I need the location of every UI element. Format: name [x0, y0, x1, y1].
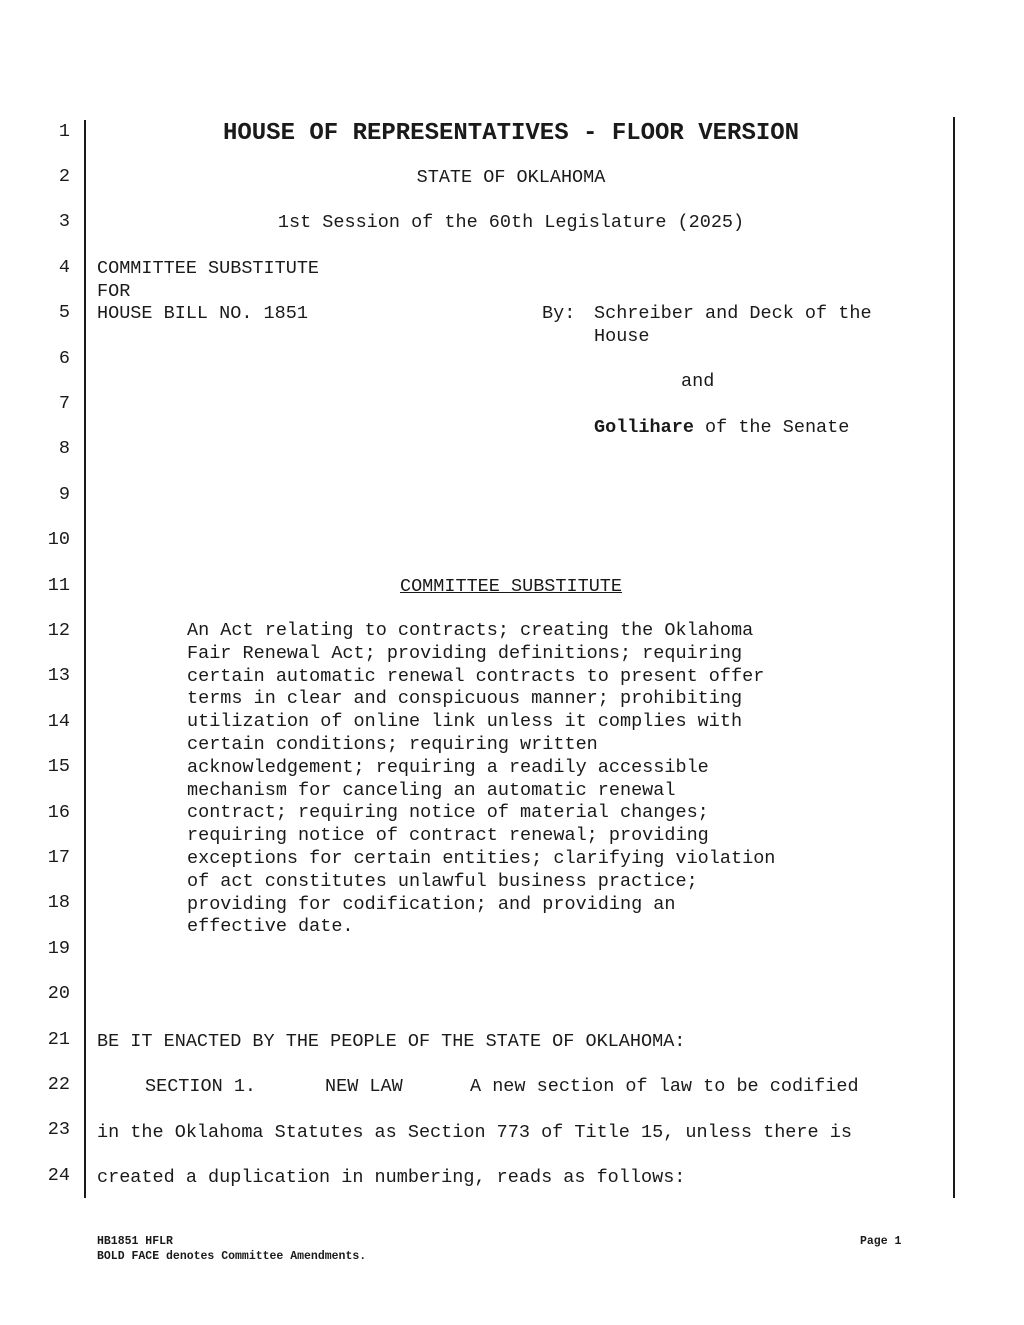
line-number: 18 [47, 892, 70, 913]
session-line: 1st Session of the 60th Legislature (2025) [277, 212, 745, 233]
and-connector: and [681, 371, 715, 392]
committee-heading [96, 576, 926, 597]
house-authors: Schreiber and Deck of the [594, 303, 872, 324]
abstract-line: utilization of online link unless it complies with [187, 711, 743, 733]
line-number: 11 [47, 575, 70, 596]
bill-abstract [187, 620, 907, 939]
abstract-line: acknowledgement; requiring a readily accessible [187, 756, 709, 778]
document-title: HOUSE OF REPRESENTATIVES - FLOOR VERSION [222, 120, 800, 147]
abstract-line: of act constitutes unlawful business practice; [187, 870, 698, 892]
line-number: 20 [47, 983, 70, 1004]
line-number: 21 [47, 1029, 70, 1050]
line-number: 10 [47, 529, 70, 550]
abstract-line: terms in clear and conspicuous manner; prohibiting [187, 688, 743, 710]
enacting-clause: BE IT ENACTED BY THE PEOPLE OF THE STATE OF OKLAHOMA: [97, 1031, 686, 1052]
line-number: 3 [58, 211, 70, 232]
section-text-line3: created a duplication in numbering, reads as follows: [97, 1167, 686, 1188]
line-number: 9 [58, 484, 70, 505]
section-number: SECTION 1. [145, 1076, 257, 1097]
line-number: 17 [47, 847, 70, 868]
line-number: 5 [58, 302, 70, 323]
footer-note: BOLD FACE denotes Committee Amendments. [97, 1250, 367, 1263]
state-name: STATE OF OKLAHOMA [416, 167, 606, 188]
line-number: 15 [47, 756, 70, 777]
right-margin-rule [953, 117, 955, 1198]
line-number: 19 [47, 938, 70, 959]
bill-number: HOUSE BILL NO. 1851 [97, 303, 308, 324]
line-number: 4 [58, 257, 70, 278]
line-number: 12 [47, 620, 70, 641]
line-number: 2 [58, 166, 70, 187]
abstract-line: contract; requiring notice of material changes; [187, 802, 709, 824]
line-number: 8 [58, 438, 70, 459]
section-text-line1: A new section of law to be codified [470, 1076, 859, 1097]
footer-bill-code: HB1851 HFLR [97, 1235, 173, 1248]
line-number: 16 [47, 802, 70, 823]
house-authors-line2: House [594, 326, 650, 347]
senate-author: Gollihare [594, 417, 694, 438]
senate-author-line [594, 417, 849, 438]
abstract-line: certain automatic renewal contracts to present offer [187, 665, 765, 687]
abstract-line: An Act relating to contracts; creating the Oklahoma [187, 620, 754, 641]
by-label: By: [542, 303, 576, 324]
line-number: 22 [47, 1074, 70, 1095]
line-number: 13 [47, 665, 70, 686]
abstract-line: certain conditions; requiring written [187, 733, 598, 755]
line-number: 1 [58, 121, 70, 142]
line-number: 6 [58, 348, 70, 369]
line-number: 24 [47, 1165, 70, 1186]
committee-heading-text: COMMITTEE SUBSTITUTE [399, 576, 623, 597]
section-type: NEW LAW [325, 1076, 403, 1097]
left-margin-rule [84, 120, 86, 1198]
bill-label-line2: FOR [97, 281, 131, 302]
footer-page-number: Page 1 [860, 1235, 902, 1248]
line-number: 7 [58, 393, 70, 414]
senate-suffix: of the Senate [693, 417, 850, 438]
bill-label-line1: COMMITTEE SUBSTITUTE [97, 258, 320, 279]
abstract-line: Fair Renewal Act; providing definitions; requiring [187, 642, 743, 664]
section-text-line2: in the Oklahoma Statutes as Section 773 of Title 15, unless there is [97, 1122, 852, 1143]
abstract-line: effective date. [187, 916, 354, 938]
line-number: 23 [47, 1119, 70, 1140]
abstract-line: requiring notice of contract renewal; providing [187, 825, 709, 847]
abstract-line: providing for codification; and providing an [187, 893, 676, 915]
abstract-line: exceptions for certain entities; clarifying violation [187, 847, 776, 869]
abstract-line: mechanism for canceling an automatic renewal [187, 779, 676, 801]
line-number: 14 [47, 711, 70, 732]
